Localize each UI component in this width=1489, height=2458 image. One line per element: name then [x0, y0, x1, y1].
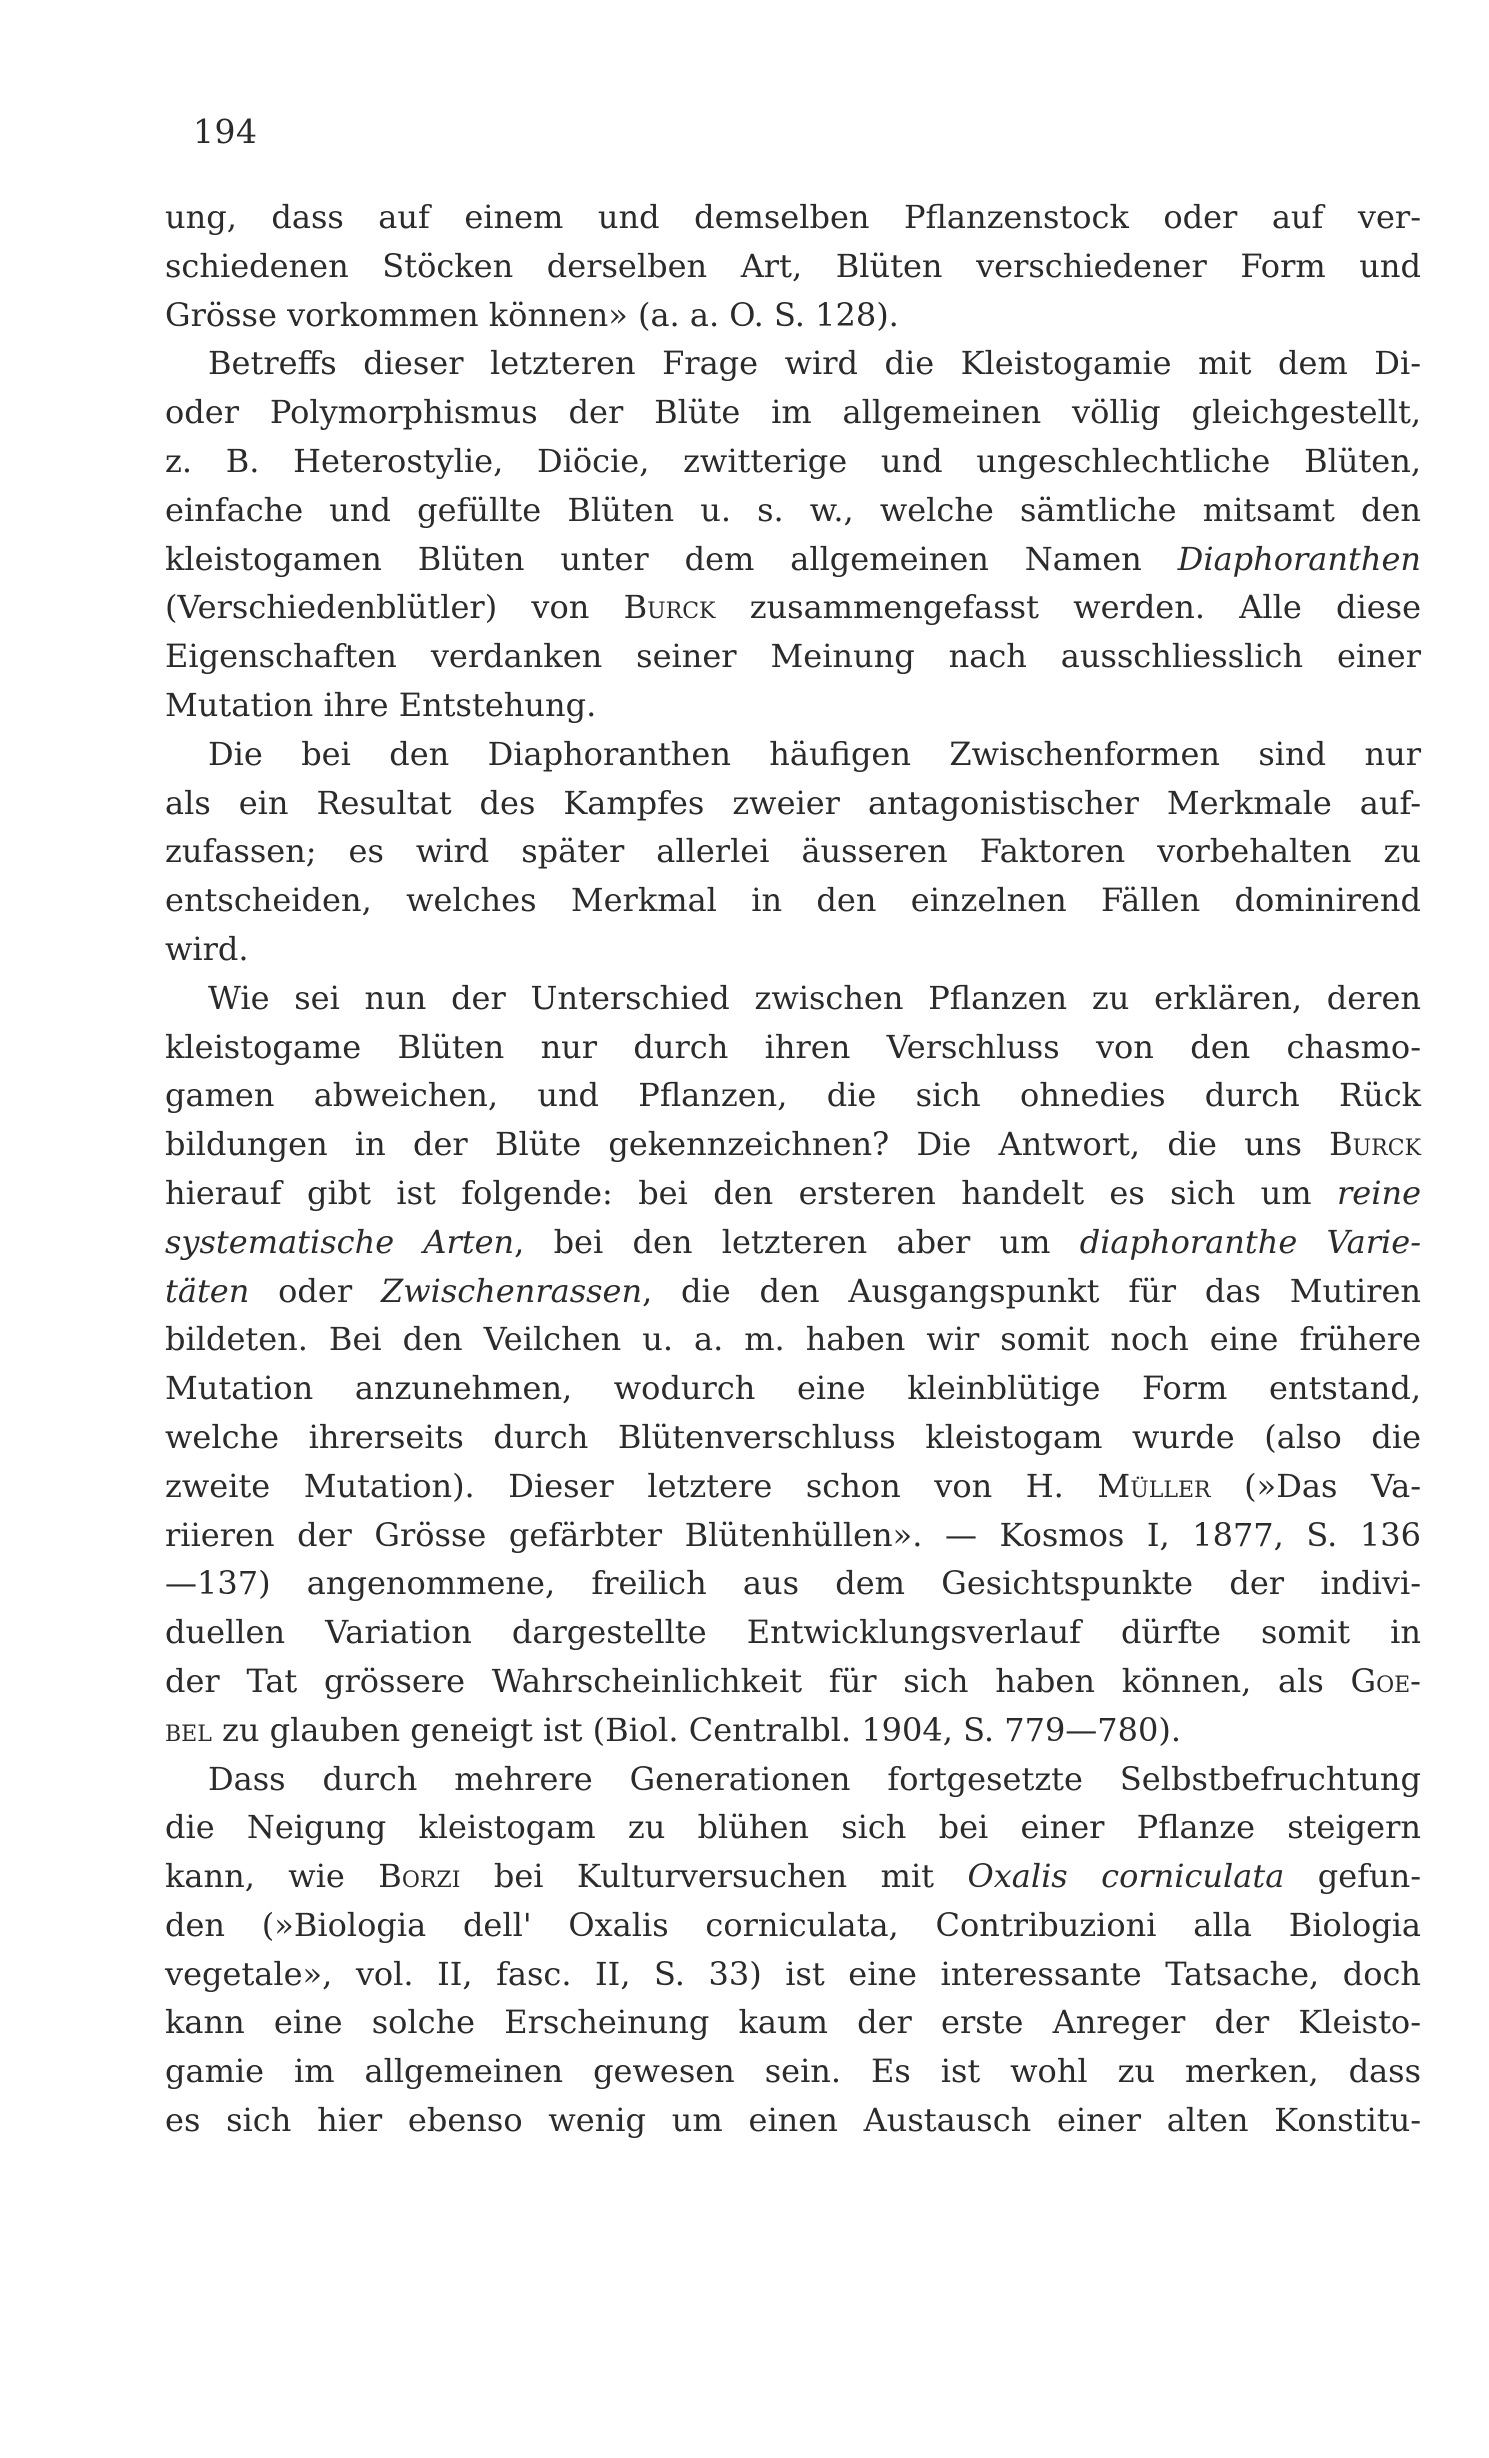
text-line: täten oder Zwischenrassen, die den Ausgangspunkt für das Mutiren	[165, 1271, 1422, 1310]
text-line: bildeten. Bei den Veilchen u. a. m. haben wir somit noch eine frühere	[165, 1320, 1421, 1359]
text-line: Grösse vorkommen können» (a. a. O. S. 128).	[165, 295, 899, 334]
text-line: vegetale», vol. II, fasc. II, S. 33) ist eine interessante Tatsache, doch	[165, 1954, 1421, 1993]
text-line: einfache und gefüllte Blüten u. s. w., welche sämtliche mitsamt den	[165, 490, 1421, 529]
text-line: systematische Arten, bei den letzteren aber um diaphoranthe Varie-	[165, 1222, 1422, 1261]
text-line: kleistogamen Blüten unter dem allgemeinen Namen Diaphoranthen	[165, 539, 1421, 578]
text-line: z. B. Heterostylie, Diöcie, zwitterige und ungeschlechtliche Blüten,	[165, 441, 1421, 480]
text-line: Eigenschaften verdanken seiner Meinung nach ausschliesslich einer	[165, 637, 1421, 676]
text-line: kleistogame Blüten nur durch ihren Verschluss von den chasmo-	[165, 1027, 1421, 1066]
text-line: den (»Biologia dell' Oxalis corniculata, Contribuzioni alla Biologia	[165, 1905, 1421, 1944]
text-line: zweite Mutation). Dieser letztere schon von H. Müller (»Das Va-	[165, 1466, 1422, 1505]
text-line: Dass durch mehrere Generationen fortgesetzte Selbstbefruchtung	[208, 1759, 1421, 1798]
text-line: oder Polymorphismus der Blüte im allgemeinen völlig gleichgestellt,	[165, 393, 1421, 432]
text-line: duellen Variation dargestellte Entwicklungsverlauf dürfte somit in	[165, 1613, 1421, 1652]
text-line: hierauf gibt ist folgende: bei den ersteren handelt es sich um reine	[165, 1173, 1421, 1212]
text-line: gamen abweichen, und Pflanzen, die sich ohnedies durch Rück	[165, 1076, 1421, 1115]
body-text	[165, 193, 1421, 2145]
text-line: welche ihrerseits durch Blütenverschluss kleistogam wurde (also die	[165, 1417, 1421, 1456]
text-line: der Tat grössere Wahrscheinlichkeit für sich haben können, als Goe-	[165, 1661, 1421, 1700]
text-line: schiedenen Stöcken derselben Art, Blüten verschiedener Form und	[165, 246, 1421, 285]
text-line: Wie sei nun der Unterschied zwischen Pflanzen zu erklären, deren	[208, 978, 1421, 1017]
text-line: (Verschiedenblütler) von Burck zusammengefasst werden. Alle diese	[165, 588, 1421, 627]
text-line: Mutation ihre Entstehung.	[165, 685, 597, 724]
text-line: wird.	[165, 929, 249, 968]
text-line: Mutation anzunehmen, wodurch eine kleinblütige Form entstand,	[165, 1369, 1421, 1408]
text-line: riieren der Grösse gefärbter Blütenhüllen». — Kosmos I, 1877, S. 136	[165, 1515, 1421, 1554]
text-line: bildungen in der Blüte gekennzeichnen? Die Antwort, die uns Burck	[165, 1125, 1421, 1164]
text-line: zufassen; es wird später allerlei äusseren Faktoren vorbehalten zu	[165, 832, 1421, 871]
text-line: Die bei den Diaphoranthen häufigen Zwischenformen sind nur	[208, 734, 1421, 773]
text-line: kann eine solche Erscheinung kaum der erste Anreger der Kleisto-	[165, 2003, 1421, 2042]
page-number: 194	[193, 112, 258, 151]
text-line: ung, dass auf einem und demselben Pflanzenstock oder auf ver-	[165, 198, 1421, 236]
text-line: es sich hier ebenso wenig um einen Austausch einer alten Konstitu-	[165, 2101, 1421, 2140]
text-line: gamie im allgemeinen gewesen sein. Es ist wohl zu merken, dass	[165, 2052, 1421, 2091]
text-line: kann, wie Borzi bei Kulturversuchen mit Oxalis corniculata gefun-	[165, 1857, 1421, 1896]
text-line: bel zu glauben geneigt ist (Biol. Centralbl. 1904, S. 779—780).	[165, 1710, 1182, 1749]
text-line: als ein Resultat des Kampfes zweier antagonistischer Merkmale auf-	[165, 783, 1421, 822]
text-line: Betreffs dieser letzteren Frage wird die Kleistogamie mit dem Di-	[208, 344, 1421, 383]
text-line: die Neigung kleistogam zu blühen sich bei einer Pflanze steigern	[165, 1808, 1421, 1847]
text-line: —137) angenommene, freilich aus dem Gesichtspunkte der indivi-	[165, 1564, 1421, 1603]
text-line: entscheiden, welches Merkmal in den einzelnen Fällen dominirend	[165, 881, 1421, 920]
